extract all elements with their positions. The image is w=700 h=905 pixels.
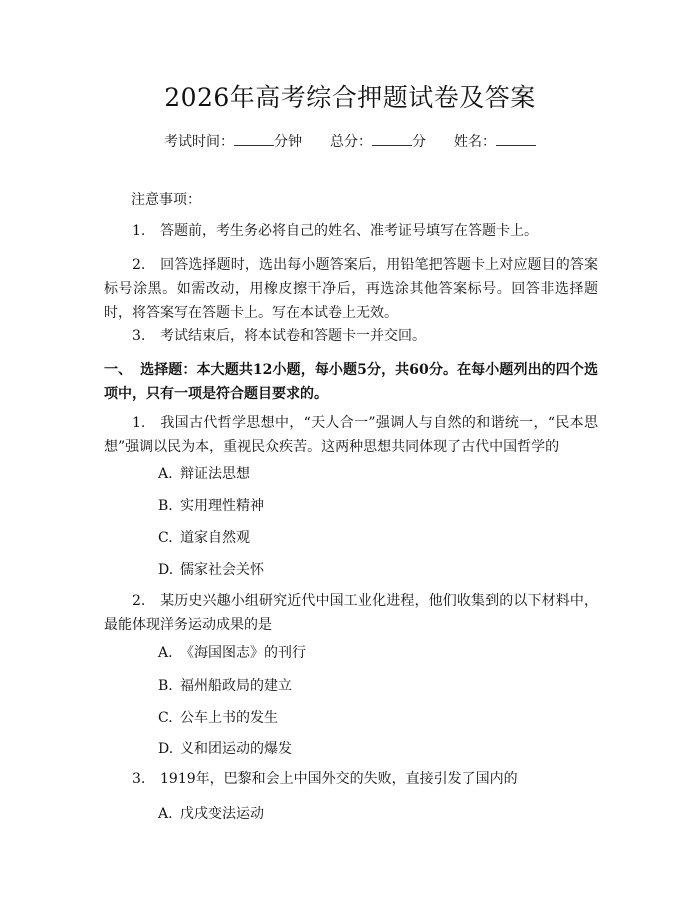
option-letter: C.: [158, 710, 173, 726]
option-b: [158, 676, 292, 696]
option-a: [158, 464, 250, 484]
question-number: 3.: [132, 771, 146, 787]
notice-item-number: 1.: [132, 223, 146, 239]
name-label: 姓名：: [454, 134, 496, 150]
notice-item-number: 3.: [132, 328, 146, 344]
question-number: 1.: [132, 415, 146, 431]
option-letter: A.: [158, 466, 173, 482]
option-letter: C.: [158, 530, 173, 546]
question-text: 某历史兴趣小组研究近代中国工业化进程，他们收集到的以下材料中，最能体现洋务运动成果的是: [104, 593, 598, 633]
notice-item-text: 回答选择题时，选出每小题答案后，用铅笔把答题卡上对应题目的答案标号涂黑。如需改动，用橡皮擦干净后，再选涂其他答案标号。回答非选择题时，将答案写在答题卡上。写在本试卷上无效。: [104, 257, 598, 321]
option-text: 儒家社会关怀: [180, 562, 264, 578]
question-text: 我国古代哲学思想中，“天人合一”强调人与自然的和谐统一，“民本思想”强调以民为本，重视民众疾苦。这两种思想共同体现了古代中国哲学的: [104, 415, 598, 455]
option-letter: D.: [158, 741, 174, 757]
notice-heading: 注意事项：: [131, 192, 201, 208]
option-d: [158, 739, 292, 759]
option-a: [158, 804, 264, 824]
notice-item: [104, 324, 598, 348]
option-letter: D.: [158, 562, 174, 578]
option-text: 戊戌变法运动: [180, 806, 264, 822]
exam-meta: [0, 131, 700, 152]
section-text: 选择题：本大题共12小题，每小题5分，共60分。在每小题列出的四个选项中，只有一项是符合题目要求的。: [104, 362, 598, 402]
notice-item: [104, 219, 598, 243]
option-text: 福州船政局的建立: [180, 678, 292, 694]
question-text: 1919年，巴黎和会上中国外交的失败，直接引发了国内的: [160, 771, 518, 787]
score-label: 总分：: [330, 134, 372, 150]
option-letter: B.: [158, 498, 173, 514]
time-unit: 分钟: [274, 134, 302, 150]
option-letter: A.: [158, 645, 173, 661]
section-heading: [104, 358, 598, 406]
time-blank: [234, 131, 274, 146]
option-text: 义和团运动的爆发: [180, 741, 292, 757]
option-c: [158, 708, 278, 728]
score-blank: [372, 131, 412, 146]
page-title: 2026年高考综合押题试卷及答案: [164, 83, 536, 112]
option-letter: A.: [158, 806, 173, 822]
option-text: 公车上书的发生: [180, 710, 278, 726]
question: [104, 589, 598, 637]
notice-item: [104, 253, 598, 325]
option-a: [158, 643, 306, 663]
time-label: 考试时间：: [164, 134, 234, 150]
question: [104, 767, 598, 791]
option-text: 辩证法思想: [180, 466, 250, 482]
option-b: [158, 496, 264, 516]
option-letter: B.: [158, 678, 173, 694]
question-number: 2.: [132, 593, 146, 609]
option-text: 《海国图志》的刊行: [180, 645, 306, 661]
option-text: 实用理性精神: [180, 498, 264, 514]
option-text: 道家自然观: [180, 530, 250, 546]
question: [104, 411, 598, 459]
option-c: [158, 528, 250, 548]
section-number: 一、: [104, 362, 132, 378]
score-unit: 分: [412, 134, 426, 150]
notice-item-text: 考试结束后，将本试卷和答题卡一并交回。: [160, 328, 426, 344]
name-blank: [496, 131, 536, 146]
notice-item-number: 2.: [132, 257, 146, 273]
notice-item-text: 答题前，考生务必将自己的姓名、准考证号填写在答题卡上。: [160, 223, 538, 239]
option-d: [158, 560, 264, 580]
